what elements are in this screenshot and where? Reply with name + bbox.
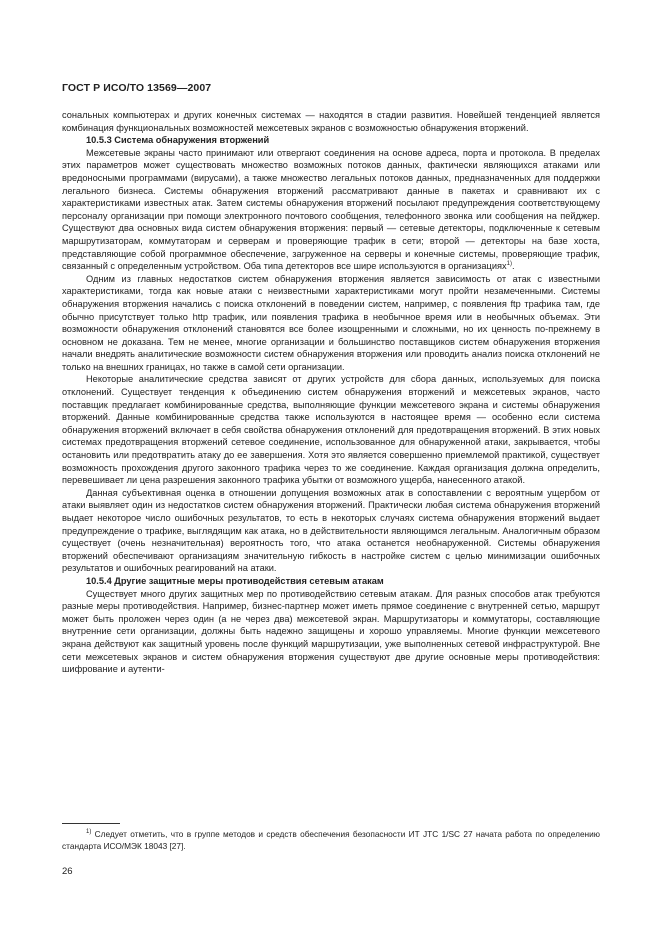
footnote-marker: 1)	[86, 829, 92, 836]
footnote-reference: 1)	[506, 261, 513, 268]
paragraph-continued: сональных компьютерах и других конечных системах — находятся в стадии развития. Новейшей тенденцией является комбинация функциональных возможностей межсетевых экранов с возможностью обнаружения вторжений.	[62, 110, 600, 133]
paragraph-end: .	[512, 261, 515, 272]
paragraph-text: Межсетевые экраны часто принимают или отвергают соединения на основе адреса, порта и протокола. В пределах этих параметров может существовать множество возможных потоков данных, фактически являющихся атаками или вредоносными программами (вирусами), а также множество легальных потоков данных, предназначенных для поддержки легального бизнеса. Системы обнаружения вторжений рассматривают данные в пакетах и сравнивают их с характеристиками известных атак. Затем системы обнаружения вторжений посылают предупреждения соответствующему персоналу организации при помощи электронного почтового сообщения, телефонного звонка или сообщения на пейджер. Существуют два основных вида систем обнаружения вторжения: первый — сетевые детекторы, подключенные к сетевым маршрутизаторам, коммутаторам и серверам и проверяющие трафик в сети; второй — детекторы на базе хоста, представляющие собой программное обеспечение, загруженное на серверы и конечные системы, проверяющие трафик, связанный с определенным устройством. Оба типа детекторов все шире используются в организациях	[62, 147, 600, 272]
document-header: ГОСТ Р ИСО/ТО 13569—2007	[62, 82, 212, 94]
paragraph-ids-drawbacks: Одним из главных недостатков систем обнаружения вторжения является зависимость от атак с известными характеристиками, тогда как новые атаки с неизвестными характеристиками могут пройти незамеченными. Системы обнаружения вторжения начались с поиска отклонений в поведении систем, например, с появления ftp трафика там, где обычно присутствует только http трафик, или появления трафика в необычное время или в необычных объемах. Эти возможности обнаружения отклонений становятся все более изощренными и сложными, но их ценность по-прежнему в основном не доказана. Тем не менее, многие организации и большинство поставщиков систем обнаружения вторжения начали внедрять аналитические возможности систем обнаружения вторжения или проводить анализ поиска отклонений не только на внешних границах, но также в самой сети организации.	[62, 273, 600, 372]
page-number: 26	[62, 866, 73, 877]
paragraph-ids-overview	[62, 147, 600, 273]
footnote-body: Следует отметить, что в группе методов и средств обеспечения безопасности ИТ JTC 1/SC 27 начата работа по определению стандарта ИСО/МЭК 18043 [27].	[62, 829, 600, 851]
footnote-text	[62, 829, 600, 852]
paragraph-analytic-tools: Некоторые аналитические средства зависят от других устройств для сбора данных, используемых для поиска отклонений. Существует тенденция к объединению систем обнаружения вторжений и межсетевых экранов, часто поставщик предлагает комбинированные средства, выполняющие функции межсетевого экрана и системы обнаружения вторжений. Данные комбинированные средства также используются в настоящее время — особенно если система обнаружения вторжений включает в себя свойства обнаружения отклонений для предотвращения вторжений. В этих новых системах предотвращения вторжений сетевое соединение, использованное для обнаруженной атаки, закрывается, чтобы остановить или предотвратить атаку до ее завершения. Хотя это является совершенно приемлемой практикой, существует возможность прохождения другого законного трафика через то же соединение. Каждая организация должна определить, перевешивает ли цена разрешения законного трафика убытки от возможного ущерба, нанесенного атакой.	[62, 374, 600, 486]
section-heading-10-5-4: 10.5.4 Другие защитные меры противодействия сетевым атакам	[86, 575, 384, 586]
paragraph-subjective-assessment: Данная субъективная оценка в отношении допущения возможных атак в сопоставлении с вероятным ущербом от атаки выявляет один из недостатков систем обнаружения вторжений. Практически любая система обнаружения вторжений выдает некоторое число ошибочных результатов, то есть в некоторых случаях система обнаружения вторжений выдает предупреждение о трафике, выглядящим как атака, но в действительности являющимся легальным. Аналогичным образом существует (очень незначительная) вероятность того, что атака останется необнаруженной. Системы обнаружения вторжений обеспечивают организациям значительную гибкость в настройке систем с целью минимизации ошибочных результатов и ошибочных реагирований на атаки.	[62, 487, 600, 574]
section-heading-10-5-3: 10.5.3 Система обнаружения вторжений	[86, 135, 270, 146]
footnote-divider	[62, 823, 120, 824]
paragraph-other-measures: Существует много других защитных мер по противодействию сетевым атакам. Для разных способов атак требуются разные меры противодействия. Например, бизнес-партнер может иметь прямое соединение с внутренней сетью, маршрут может быть проложен через один (а не через два) межсетевой экран. Маршрутизаторы и коммутаторы, составляющие внутренние сети организации, должны быть надежно защищены и хорошо управляемы. Многие функции межсетевого экрана действуют как защитный уровень после функций маршрутизации, уже выполненных сетевой инфраструктурой. Вне сети межсетевых экранов и систем обнаружения вторжения существуют две другие основные меры противодействия: шифрование и аутенти-	[62, 588, 600, 675]
document-body	[62, 109, 600, 676]
footnote	[62, 829, 600, 852]
